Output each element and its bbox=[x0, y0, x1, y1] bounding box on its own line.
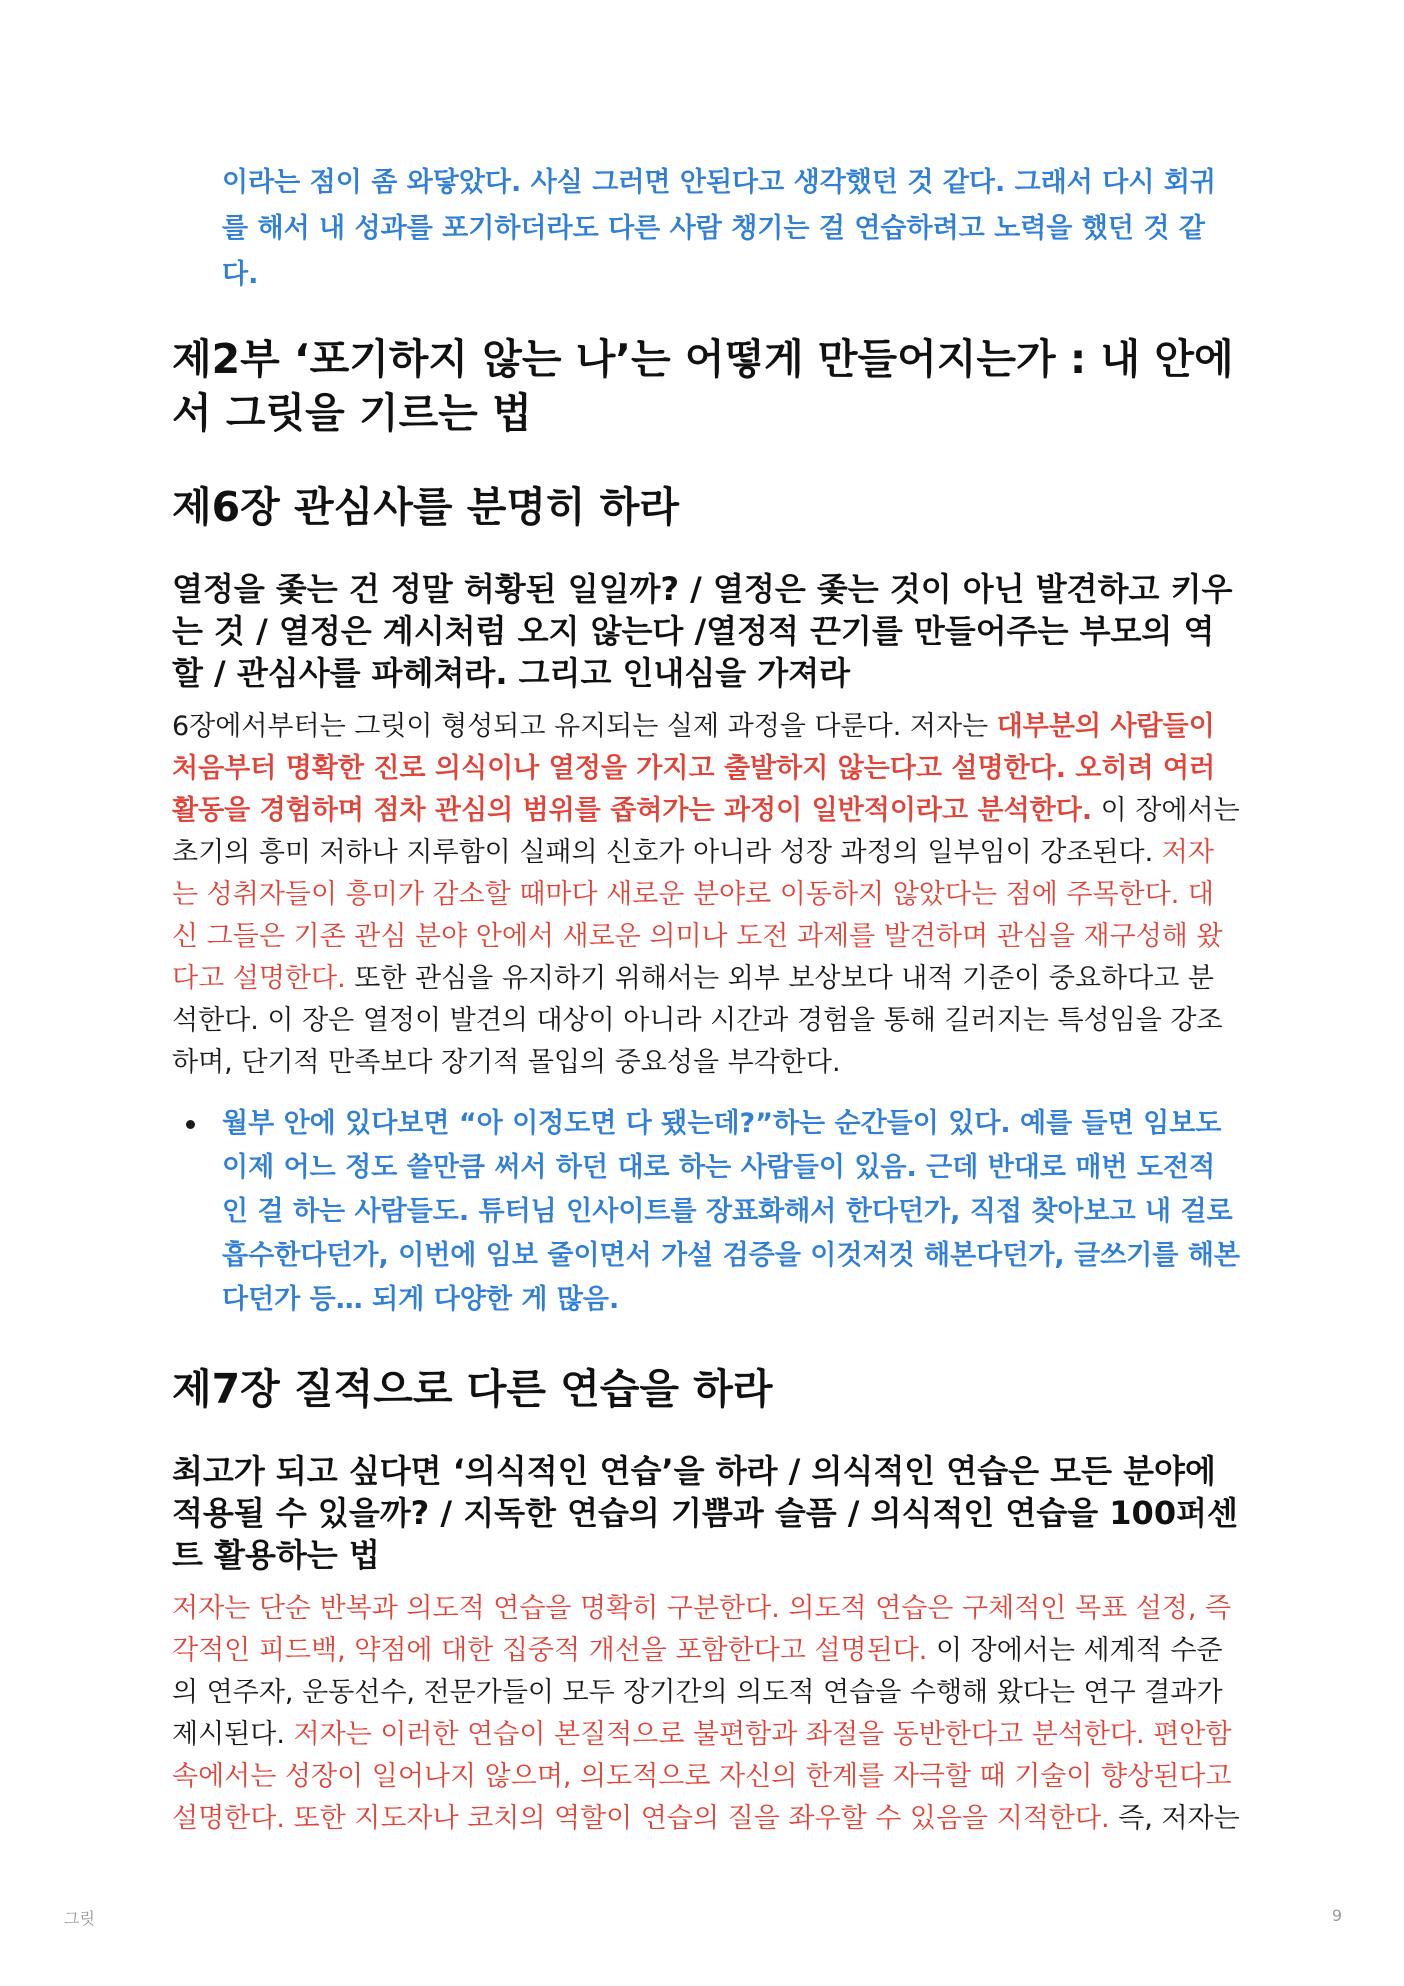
chapter6-text-1: 6장에서부터는 그릿이 형성되고 유지되는 실제 과정을 다룬다. 저자는 bbox=[172, 711, 997, 742]
bullet-icon bbox=[186, 1120, 195, 1129]
chapter7-subtitle: 최고가 되고 싶다면 ‘의식적인 연습’을 하라 / 의식적인 연습은 모든 분야에 적용될 수 있을까? / 지독한 연습의 기쁨과 슬픔 / 의식적인 연습을 100퍼센트 활용하는 법 bbox=[172, 1452, 1238, 1574]
chapter7-summary bbox=[172, 1588, 1240, 1840]
chapter6-subtitle: 열정을 좇는 건 정말 허황된 일일까? / 열정은 좇는 것이 아닌 발견하고 키우는 것 / 열정은 계시처럼 오지 않는다 /열정적 끈기를 만들어주는 부모의 역할 / 관심사를 파헤쳐라. 그리고 인내심을 가져라 bbox=[172, 570, 1233, 692]
chapter7-highlight-2: 저자는 이러한 연습이 본질적으로 불편함과 좌절을 동반한다고 분석한다. 편안함 속에서는 성장이 일어나지 않으며, 의도적으로 자신의 한계를 자극할 때 기술이 향상된다고 설명한다. 또한 지도자나 코치의 역할이 연습의 질을 좌우할 수 있음을 지적한다. bbox=[172, 1719, 1232, 1834]
note-continuation: 이라는 점이 좀 와닿았다. 사실 그러면 안된다고 생각했던 것 같다. 그래서 다시 회귀를 해서 내 성과를 포기하더라도 다른 사람 챙기는 걸 연습하려고 노력을 했던 것 같다. bbox=[222, 167, 1217, 290]
list-item bbox=[172, 1102, 1240, 1322]
footer-page-number: 9 bbox=[1331, 1906, 1342, 1925]
chapter7-text-2: 즉, 저자는 bbox=[1109, 1803, 1240, 1834]
chapter7-highlight-1: 저자는 단순 반복과 의도적 연습을 명확히 구분한다. 의도적 연습은 구체적인 목표 설정, 즉각적인 피드백, 약점에 대한 집중적 개선을 포함한다고 설명된다. bbox=[172, 1593, 1232, 1666]
chapter7-title: 제7장 질적으로 다른 연습을 하라 bbox=[172, 1365, 773, 1413]
chapter6-text-3: 또한 관심을 유지하기 위해서는 외부 보상보다 내적 기준이 중요하다고 분석한다. 이 장은 열정이 발견의 대상이 아니라 시간과 경험을 통해 길러지는 특성임을 강조하며, 단기적 만족보다 장기적 몰입의 중요성을 부각한다. bbox=[172, 963, 1223, 1078]
chapter6-text-2: 이 장에서는 초기의 흥미 저하나 지루함이 실패의 신호가 아니라 성장 과정의 일부임이 강조된다. bbox=[172, 795, 1240, 868]
chapter7-text-1: 이 장에서는 세계적 수준의 연주자, 운동선수, 전문가들이 모두 장기간의 의도적 연습을 수행해 왔다는 연구 결과가 제시된다. bbox=[172, 1635, 1223, 1750]
page-content bbox=[172, 160, 1240, 1840]
chapter6-highlight-2: 저자는 성취자들이 흥미가 감소할 때마다 새로운 분야로 이동하지 않았다는 점에 주목한다. 대신 그들은 기존 관심 분야 안에서 새로운 의미나 도전 과제를 발견하며 관심을 재구성해 왔다고 설명한다. bbox=[172, 837, 1223, 994]
chapter6-note-text: 월부 안에 있다보면 “아 이정도면 다 됐는데?”하는 순간들이 있다. 예를 들면 임보도 이제 어느 정도 쓸만큼 써서 하던 대로 하는 사람들이 있음. 근데 반대로 매번 도전적인 걸 하는 사람들도. 튜터님 인사이트를 장표화해서 한다던가, 직접 찾아보고 내 걸로 흡수한다던가, 이번에 임보 줄이면서 가설 검증을 이것저것 해본다던가, 글쓰기를 해본다던가 등… 되게 다양한 게 많음. bbox=[222, 1108, 1240, 1315]
part-title: 제2부 ‘포기하지 않는 나’는 어떻게 만들어지는가 : 내 안에서 그릿을 기르는 법 bbox=[172, 335, 1234, 437]
chapter6-notes bbox=[172, 1102, 1240, 1322]
chapter6-summary bbox=[172, 706, 1240, 1084]
chapter6-title: 제6장 관심사를 분명히 하라 bbox=[172, 483, 680, 531]
footer-book-title: 그릿 bbox=[64, 1909, 95, 1928]
chapter6-highlight-1: 대부분의 사람들이 처음부터 명확한 진로 의식이나 열정을 가지고 출발하지 않는다고 설명한다. 오히려 여러 활동을 경험하며 점차 관심의 범위를 좁혀가는 과정이 일반적이라고 분석한다. bbox=[172, 711, 1216, 826]
